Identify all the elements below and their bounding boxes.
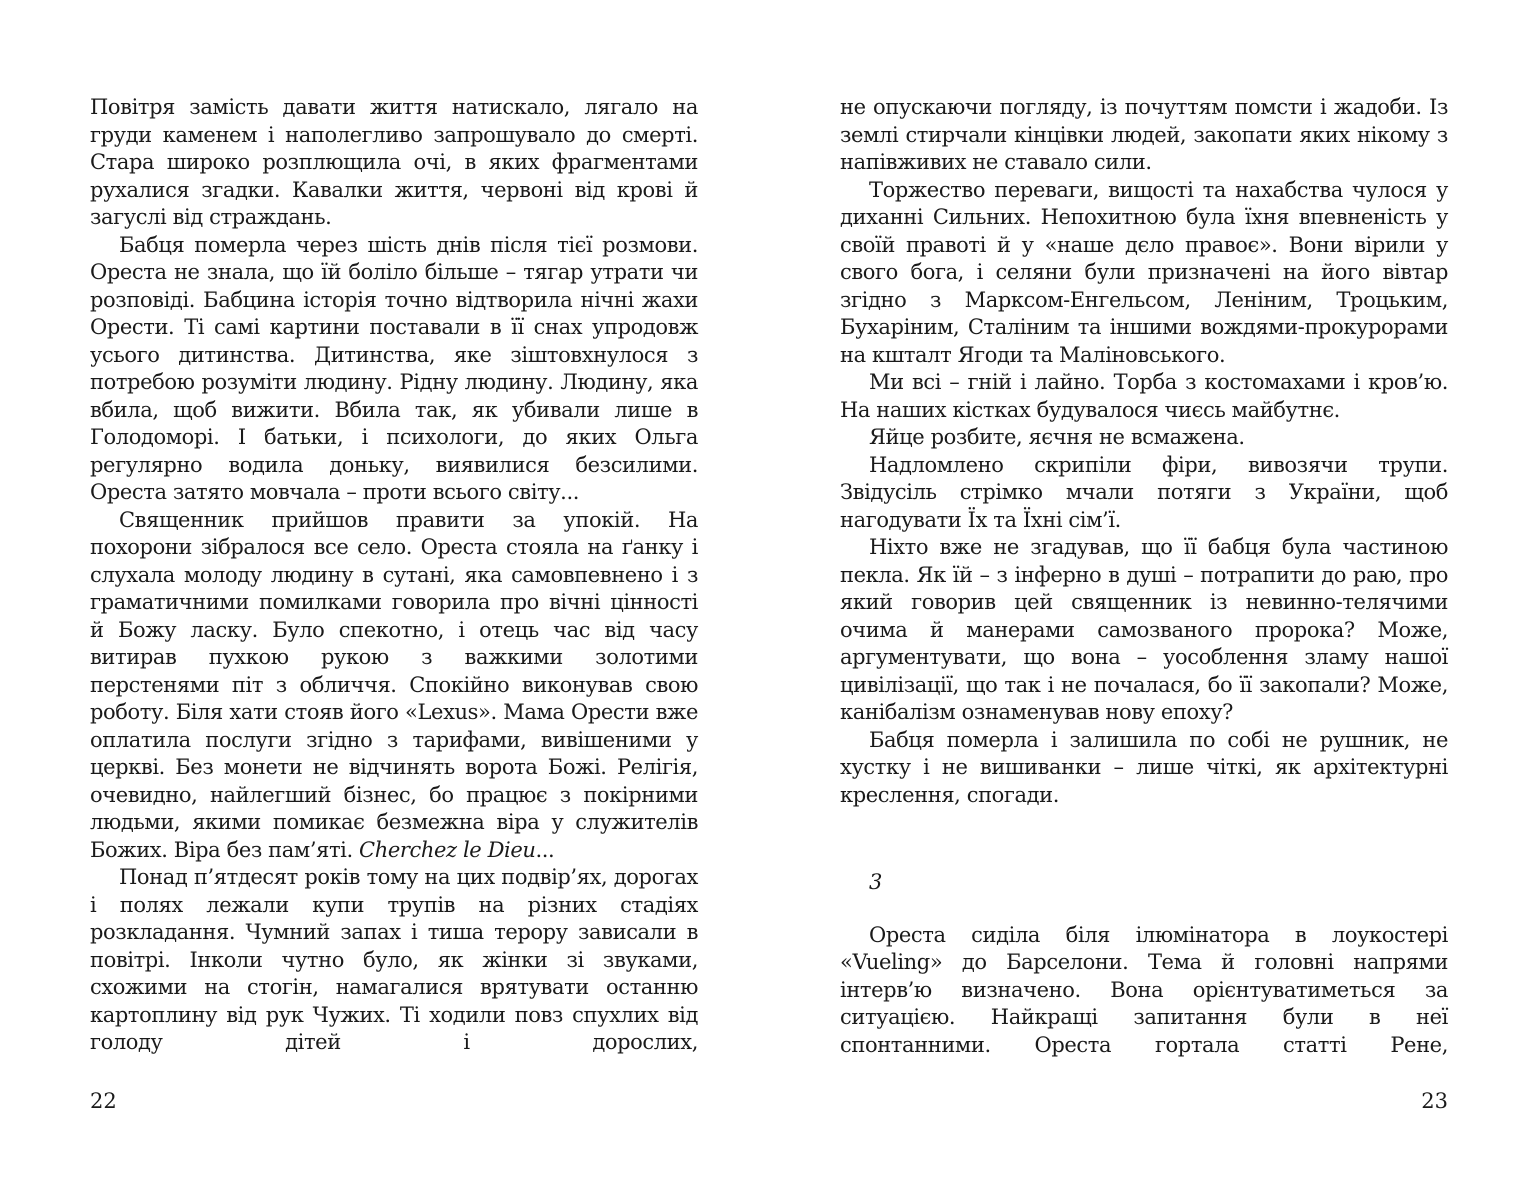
paragraph-text: Священник прийшов правити за упокій. На похорони зібралося все село. Ореста стояла на ґанку і слухала молоду людину в сутані, яка самовпевнено і з граматичними помилками говорила про вічні цінності й Божу ласку. Було спекотно, і отець час від часу витирав пухкою рукою з важкими золотими перстенями піт з обличчя. Спокійно виконував свою роботу. Біля хати стояв його «Lexus». Мама Орести вже оплатила послуги згідно з тарифами, вивішеними у церкві. Без монети не відчинять ворота Божі. Релігія, очевидно, найлегший бізнес, бо працює з покірними людьми, якими помикає безмежна віра у служителів Божих. Віра без пам’яті.: [90, 507, 698, 862]
paragraph: Ніхто вже не згадував, що її бабця була частиною пекла. Як їй – з інферно в душі – потрапити до раю, про який говорив цей священник із невинно-телячими очима й манерами самозваного пророка? Може, аргументувати, що вона – уособлення зламу нашої цивілізації, що так і не почалася, бо її закопали? Може, канібалізм ознаменував нову епоху?: [840, 535, 1448, 724]
right-page-text: [840, 94, 1448, 1059]
left-page-text: [90, 94, 698, 1057]
paragraph: Яйце розбите, яєчня не всмажена.: [869, 425, 1245, 449]
page-number: 23: [1421, 1089, 1448, 1113]
chapter-number: 3: [869, 870, 882, 894]
paragraph: Повітря замість давати життя натискало, лягало на груди каменем і наполегливо запрошувало до смерті. Стара широко розплющила очі, в яких фрагментами рухалися згадки. Кавалки життя, червоні від крові й загуслі від страждань.: [90, 95, 698, 229]
paragraph: Торжество переваги, вищості та нахабства чулося у диханні Сильних. Непохитною була їхня впевненість у своїй правоті й у «наше дєло правоє». Вони вірили у свого бога, і селяни були призначені на його вівтар згідно з Марксом-Енгельсом, Леніним, Троцьким, Бухаріним, Сталіним та іншими вождями-прокурорами на кшталт Ягоди та Маліновського.: [840, 177, 1448, 367]
paragraph: Бабця померла і залишила по собі не рушник, не хустку і не вишиванки – лише чіткі, як архітектурні креслення, спогади.: [840, 727, 1448, 807]
paragraph: Бабця померла через шість днів після тієї розмови. Ореста не знала, що їй боліло більше – тягар утрати чи розповіді. Бабцина історія точно відтворила нічні жахи Орести. Ті самі картини поставали в її снах упродовж усього дитинства. Дитинства, яке зіштовхнулося з потребою розуміти людину. Рідну людину. Людину, яка вбила, щоб вижити. Вбила так, як убивали лише в Голодоморі. І батьки, і психологи, до яких Ольга регулярно водила доньку, виявилися безсилими. Ореста затято мовчала – проти всього світу...: [90, 232, 698, 504]
page-number: 22: [90, 1089, 117, 1113]
italic-phrase: Cherchez le Dieu: [359, 837, 536, 862]
paragraph: Ореста сиділа біля ілюмінатора в лоукостері «Vueling» до Барселони. Тема й головні напрями інтерв’ю визначено. Вона орієнтуватиметься за ситуацією. Найкращі запитання були в неї спонтанними. Ореста гортала статті Рене,: [840, 922, 1448, 1057]
ellipsis: ...: [535, 837, 555, 862]
paragraph: Надломлено скрипіли фіри, вивозячи трупи. Звідусіль стрімко мчали потяги з України, щоб нагодувати Їх та Їхні сім’ї.: [840, 452, 1448, 532]
paragraph: [90, 507, 698, 865]
paragraph: не опускаючи погляду, із почуттям помсти і жадоби. Із землі стирчали кінцівки людей, закопати яких нікому з напівживих не ставало сили.: [840, 95, 1448, 174]
paragraph: Понад п’ятдесят років тому на цих подвір’ях, дорогах і полях лежали купи трупів на різних стадіях розкладання. Чумний запах і тиша терору зависали в повітрі. Інколи чутно було, як жінки зі звуками, схожими на стогін, намагалися врятувати останню картоплину від рук Чужих. Ті ходили повз спухлих від голоду дітей і дорослих,: [90, 865, 698, 1054]
right-page: [768, 0, 1536, 1182]
paragraph: Ми всі – гній і лайно. Торба з костомахами і кров’ю. На наших кістках будувалося чиєсь майбутнє.: [840, 370, 1448, 422]
